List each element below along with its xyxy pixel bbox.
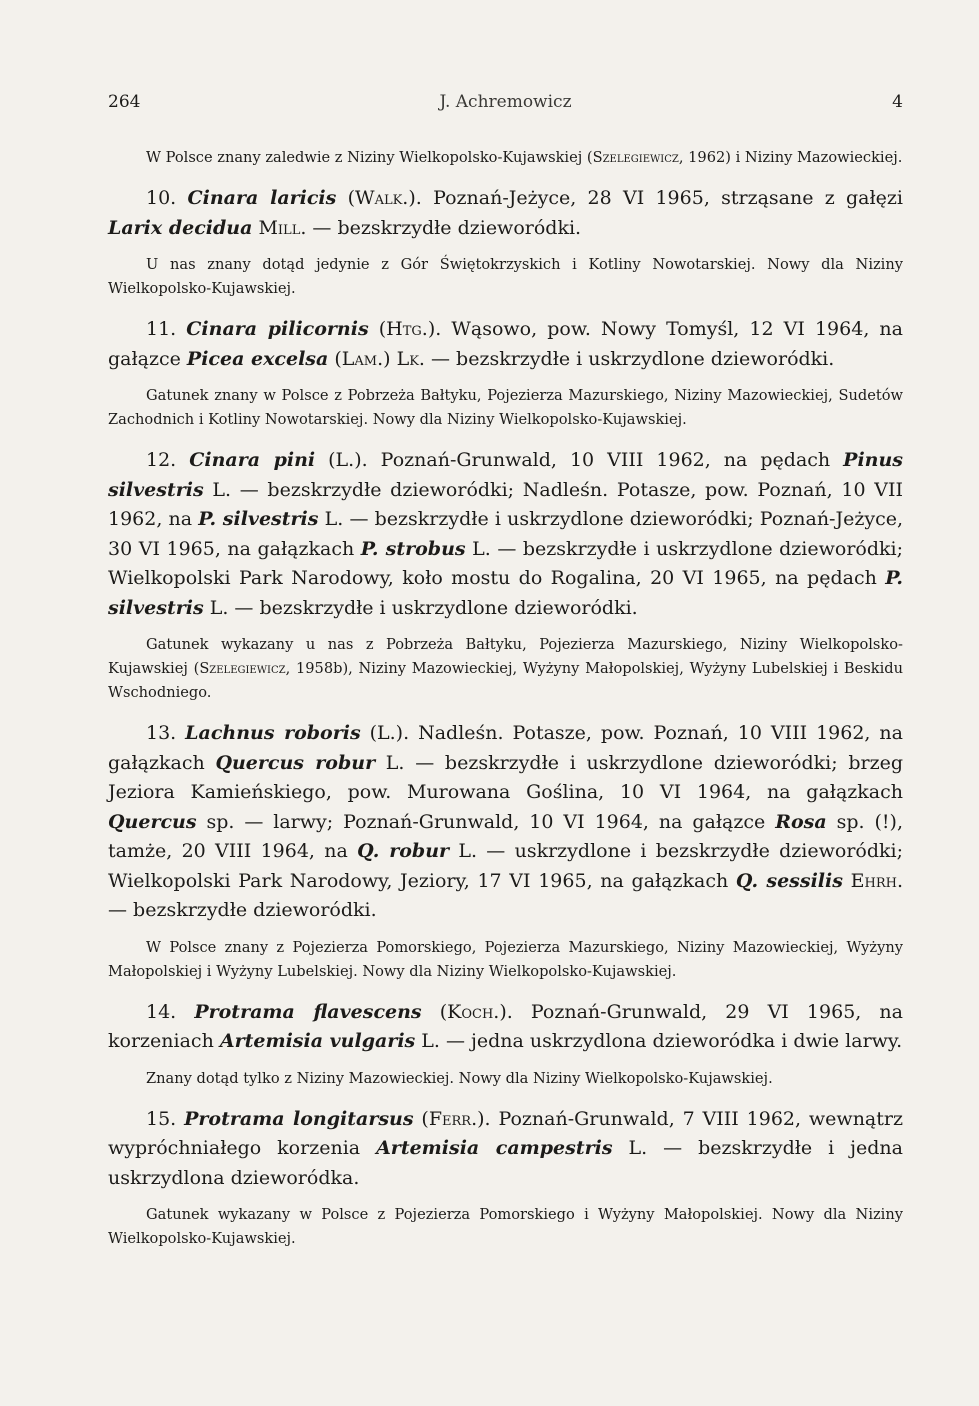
text-run: Gatunek znany w Polsce z Pobrzeża Bałtyku, Pojezierza Mazurskiego, Niziny Mazowieckiej, Sudetów Zachodnich i Kotliny Nowotarskiej. Nowy dla Niziny Wielkopolsko-Kujawskiej. bbox=[108, 387, 903, 428]
text-run: Znany dotąd tylko z Niziny Mazowieckiej. Nowy dla Niziny Wielkopolsko-Kujawskiej. bbox=[146, 1069, 773, 1087]
taxon-name: Quercus bbox=[108, 810, 197, 833]
distribution-note bbox=[108, 1067, 903, 1091]
author-name: Walk. bbox=[355, 187, 409, 209]
author-name: Ferr. bbox=[428, 1107, 478, 1130]
text-run: Gatunek wykazany w Polsce z Pojezierza Pomorskiego i Wyżyny Małopolskiej. Nowy dla Niziny Wielkopolsko-Kujawskiej. bbox=[108, 1206, 903, 1247]
taxon-name: Rosa bbox=[775, 810, 827, 833]
taxon-name: Larix decidua bbox=[108, 216, 253, 239]
species-entry bbox=[108, 1105, 903, 1194]
distribution-note bbox=[108, 633, 903, 705]
text-run: — bezskrzydłe dzieworódki. bbox=[306, 216, 582, 239]
text-run: ( bbox=[421, 1000, 448, 1023]
text-run: ). Poznań-Grunwald, 29 VI 1965, na korzeniach bbox=[108, 1000, 903, 1052]
running-header bbox=[108, 92, 903, 116]
text-run: , 1958b), Niziny Mazowieckiej, Wyżyny Małopolskiej, Wyżyny Lubelskiej i Beskidu Wschodniego. bbox=[108, 660, 903, 701]
text-run: 11. bbox=[146, 318, 187, 340]
text-run: W Polsce znany zaledwie z Niziny Wielkopolsko-Kujawskiej ( bbox=[146, 149, 593, 166]
text-run: ). Poznań-Grunwald, 7 VIII 1962, wewnątrz wypróchniałego korzenia bbox=[108, 1107, 903, 1159]
text-run: 12. bbox=[146, 449, 190, 471]
taxon-name: Picea excelsa bbox=[186, 347, 329, 370]
taxon-name: Protrama longitarsus bbox=[184, 1107, 414, 1130]
distribution-note bbox=[108, 146, 903, 170]
text-run: (L.). Poznań-Grunwald, 10 VIII 1962, na pędach bbox=[315, 449, 844, 471]
text-run: L. — bezskrzydłe i uskrzydlone dzieworódki; brzeg Jeziora Kamieńskiego, pow. Murowana Goślina, 10 VI 1964, na gałązkach bbox=[108, 751, 903, 803]
taxon-name: Q. robur bbox=[357, 840, 450, 862]
text-run: ( bbox=[368, 318, 387, 340]
text-run: L. — bezskrzydłe i jedna uskrzydlona dzieworódka. bbox=[108, 1137, 903, 1189]
text-run: — bezskrzydłe i uskrzydlone dzieworódki. bbox=[424, 347, 835, 370]
taxon-name: Pinus silvestris bbox=[108, 449, 903, 501]
running-title: J. Achremowicz bbox=[439, 92, 572, 112]
taxon-name: Protrama flavescens bbox=[194, 1000, 422, 1023]
distribution-note bbox=[108, 1203, 903, 1251]
article-body bbox=[108, 146, 903, 1265]
page-number: 264 bbox=[108, 92, 141, 112]
author-name: Ehrh. bbox=[850, 869, 903, 892]
author-name: Koch. bbox=[447, 1000, 500, 1023]
text-run: 13. bbox=[146, 722, 186, 744]
text-run: ). Wąsowo, pow. Nowy Tomyśl, 12 VI 1964, na gałązce bbox=[108, 318, 903, 370]
text-run: L. — bezskrzydłe dzieworódki; Nadleśn. Potasze, pow. Poznań, 10 VII 1962, na bbox=[108, 478, 903, 530]
text-run: ( bbox=[413, 1107, 429, 1130]
distribution-note bbox=[108, 253, 903, 301]
text-run: ) bbox=[383, 347, 397, 370]
text-run: 14. bbox=[146, 1000, 195, 1023]
text-run: U nas znany dotąd jedynie z Gór Świętokrzyskich i Kotliny Nowotarskiej. Nowy dla Niziny Wielkopolsko-Kujawskiej. bbox=[108, 256, 903, 297]
text-run: ( bbox=[336, 187, 356, 209]
author-name: Szelegiewicz bbox=[592, 149, 679, 166]
text-run: L. — bezskrzydłe i uskrzydlone dzieworódki; Wielkopolski Park Narodowy, koło mostu do Rogalina, 20 VI 1965, na pędach bbox=[108, 537, 903, 589]
distribution-note bbox=[108, 936, 903, 984]
text-run: sp. — larwy; Poznań-Grunwald, 10 VI 1964, na gałązce bbox=[196, 810, 776, 833]
text-run: , 1962) i Niziny Mazowieckiej. bbox=[678, 149, 903, 166]
distribution-note bbox=[108, 384, 903, 432]
taxon-name: Artemisia vulgaris bbox=[219, 1030, 416, 1052]
text-run: L. — jedna uskrzydlona dzieworódka i dwie larwy. bbox=[415, 1030, 903, 1052]
text-run: 15. bbox=[146, 1107, 185, 1130]
text-run: W Polsce znany z Pojezierza Pomorskiego, Pojezierza Mazurskiego, Niziny Mazowieckiej, Wyżyny Małopolskiej i Wyżyny Lubelskiej. Nowy dla Niziny Wielkopolsko-Kujawskiej. bbox=[108, 938, 903, 980]
author-name: Szelegiewicz bbox=[199, 660, 286, 677]
taxon-name: Cinara pini bbox=[189, 449, 316, 471]
species-entry bbox=[108, 998, 903, 1057]
text-run: sp. (!), tamże, 20 VIII 1964, na bbox=[108, 810, 903, 862]
taxon-name: Cinara laricis bbox=[187, 187, 337, 209]
author-name: Lam. bbox=[341, 347, 384, 370]
text-run: L. — bezskrzydłe i uskrzydlone dzieworódki. bbox=[203, 596, 638, 619]
author-name: Lk. bbox=[396, 347, 425, 370]
taxon-name: Artemisia campestris bbox=[376, 1137, 613, 1159]
text-run: Gatunek wykazany u nas z Pobrzeża Bałtyku, Pojezierza Mazurskiego, Niziny Wielkopolsko-Kujawskiej ( bbox=[108, 636, 903, 677]
issue-number: 4 bbox=[892, 92, 903, 112]
text-run: L. — uskrzydlone i bezskrzydłe dzieworódki; Wielkopolski Park Narodowy, Jeziory, 17 VI 1965, na gałązkach bbox=[108, 840, 903, 892]
taxon-name: P. silvestris bbox=[108, 567, 903, 619]
text-run bbox=[843, 870, 851, 892]
text-run: 10. bbox=[146, 187, 188, 209]
taxon-name: Lachnus roboris bbox=[185, 722, 361, 744]
taxon-name: Q. sessilis bbox=[735, 869, 843, 892]
text-run: — bezskrzydłe dzieworódki. bbox=[108, 899, 377, 921]
species-entry bbox=[108, 184, 903, 243]
species-entry bbox=[108, 315, 903, 374]
taxon-name: Quercus robur bbox=[215, 751, 376, 774]
text-run: (L.). Nadleśn. Potasze, pow. Poznań, 10 VIII 1962, na gałązkach bbox=[108, 722, 903, 774]
text-run: L. — bezskrzydłe i uskrzydlone dzieworódki; Poznań-Jeżyce, 30 VI 1965, na gałązkach bbox=[108, 508, 904, 560]
text-run: ( bbox=[328, 347, 342, 370]
species-entry bbox=[108, 446, 903, 623]
species-entry bbox=[108, 719, 903, 926]
author-name: Mill. bbox=[258, 216, 307, 239]
taxon-name: P. strobus bbox=[360, 537, 466, 560]
text-run: ). Poznań-Jeżyce, 28 VI 1965, strząsane z gałęzi bbox=[408, 187, 903, 209]
taxon-name: Cinara pilicornis bbox=[186, 318, 369, 340]
author-name: Htg. bbox=[386, 318, 428, 340]
taxon-name: P. silvestris bbox=[198, 508, 319, 530]
